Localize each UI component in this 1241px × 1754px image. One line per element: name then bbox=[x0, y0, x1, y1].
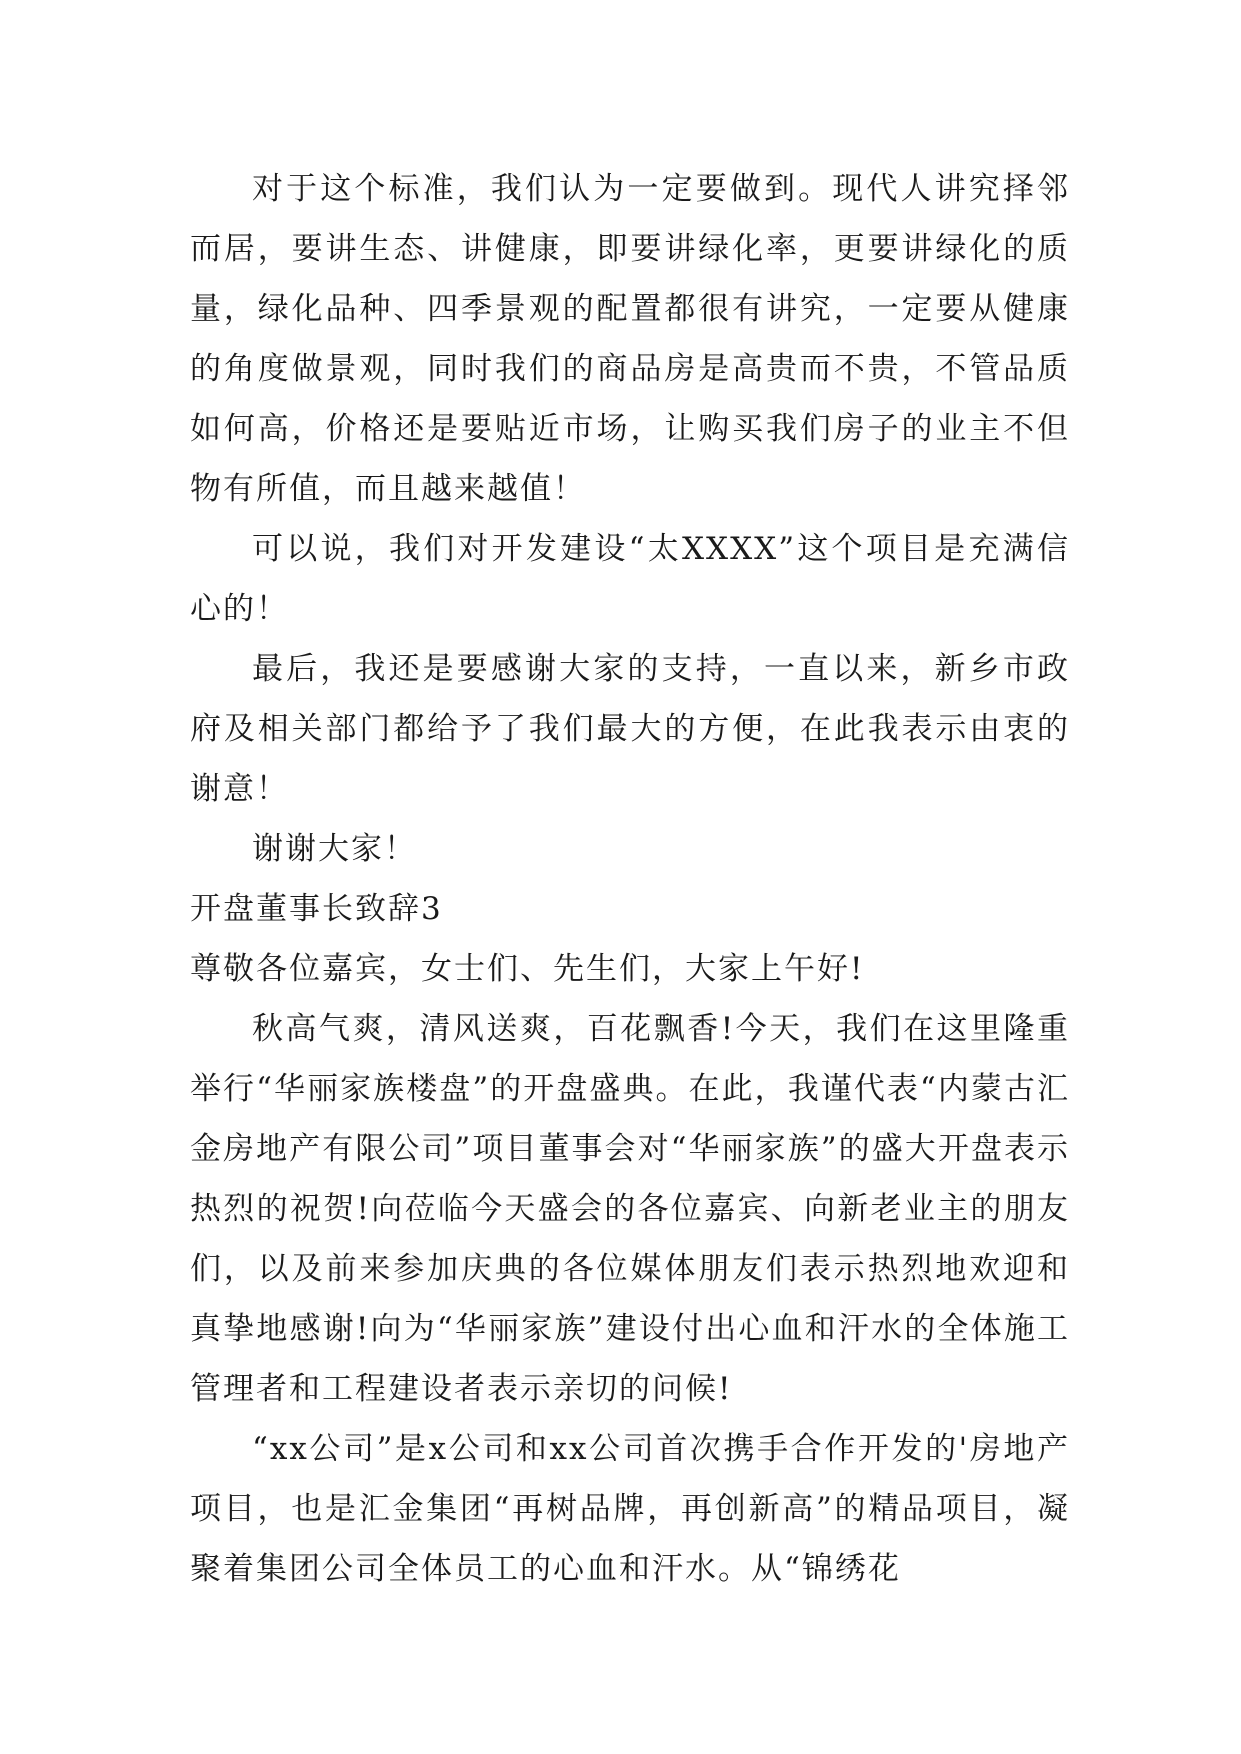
paragraph-thank-you: 谢谢大家！ bbox=[252, 831, 417, 867]
paragraph-opening-ceremony: 秋高气爽，清风送爽，百花飘香!今天，我们在这里隆重举行“华丽家族楼盘”的开盘盛典。在此，我谨代表“内蒙古汇金房地产有限公司”项目董事会对“华丽家族”的盛大开盘表示热烈的祝贺!向莅临今天盛会的各位嘉宾、向新老业主的朋友们，以及前来参加庆典的各位媒体朋友们表示热烈地欢迎和真挚地感谢!向为“华丽家族”建设付出心血和汗水的全体施工管理者和工程建设者表示亲切的问候! bbox=[190, 1011, 1070, 1407]
document-body bbox=[190, 159, 1070, 1599]
paragraph-project-intro: “xx公司”是x公司和xx公司首次携手合作开发的'房地产项目，也是汇金集团“再树品牌，再创新高”的精品项目，凝聚着集团公司全体员工的心血和汗水。从“锦绣花 bbox=[190, 1431, 1070, 1587]
section-title: 开盘董事长致辞3 bbox=[190, 891, 443, 927]
paragraph-confidence: 可以说，我们对开发建设“太XXXX”这个项目是充满信心的！ bbox=[190, 531, 1070, 627]
paragraph-standard: 对于这个标准，我们认为一定要做到。现代人讲究择邻而居，要讲生态、讲健康，即要讲绿化率，更要讲绿化的质量，绿化品种、四季景观的配置都很有讲究，一定要从健康的角度做景观，同时我们的商品房是高贵而不贵，不管品质如何高，价格还是要贴近市场，让购买我们房子的业主不但物有所值，而且越来越值！ bbox=[190, 171, 1070, 507]
paragraph-thanks-support: 最后，我还是要感谢大家的支持，一直以来，新乡市政府及相关部门都给予了我们最大的方便，在此我表示由衷的谢意！ bbox=[190, 651, 1070, 807]
greeting-line: 尊敬各位嘉宾，女士们、先生们，大家上午好! bbox=[190, 951, 865, 987]
